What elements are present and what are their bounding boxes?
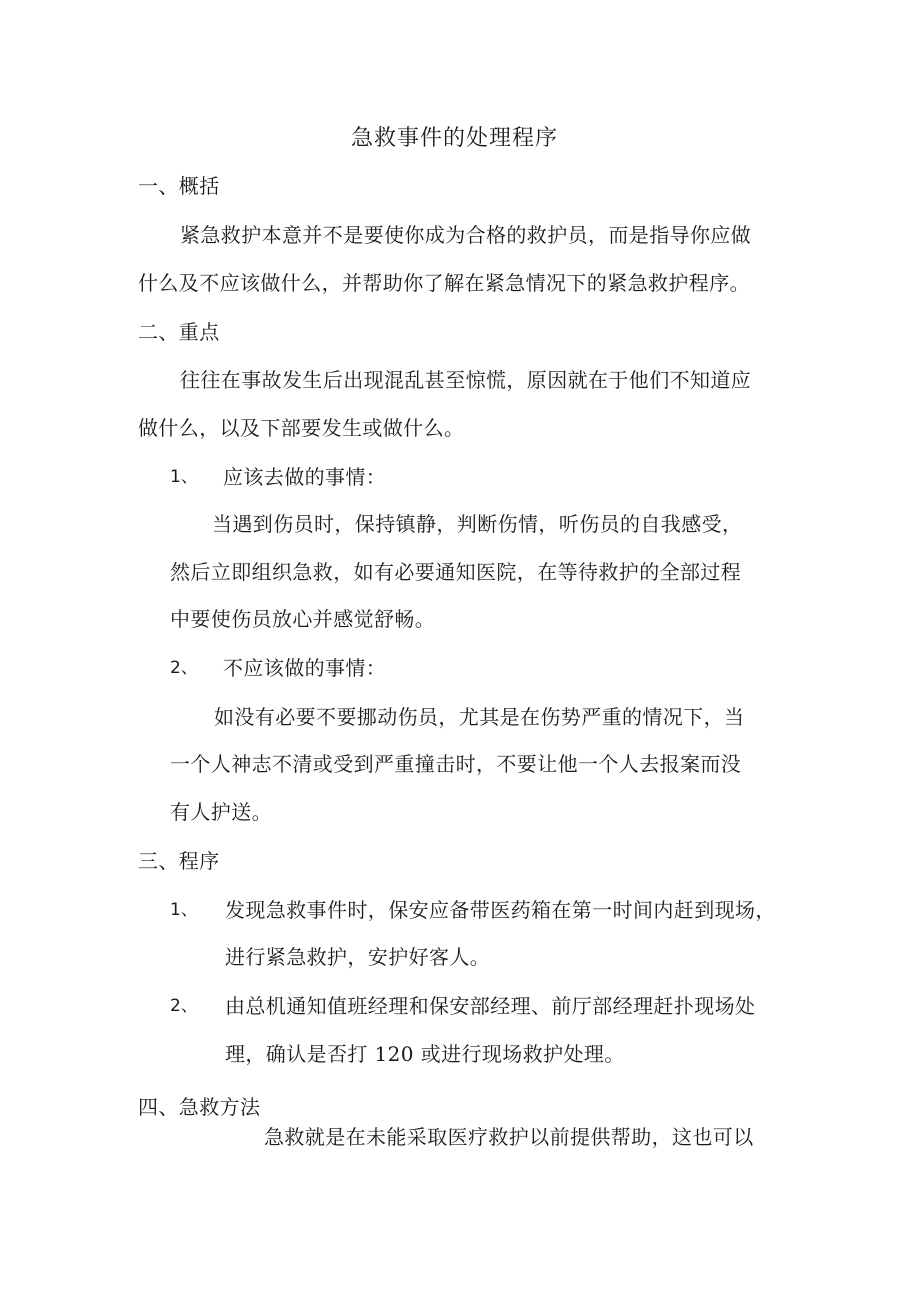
first-aid-line-1: 急救就是在未能采取医疗救护以前提供帮助，这也可以 — [264, 1125, 754, 1149]
should-not-do-line-2: 一个人神志不清或受到严重撞击时，不要让他一个人去报案而没 — [170, 752, 742, 776]
should-do-line-1: 当遇到伤员时，保持镇静，判断伤情，听伤员的自我感受， — [212, 512, 743, 536]
item-label-should-not-do: 不应该做的事情： — [223, 656, 387, 680]
should-not-do-line-1: 如没有必要不要挪动伤员，尤其是在伤势严重的情况下，当 — [214, 705, 745, 729]
item-label-should-do: 应该去做的事情： — [223, 465, 387, 489]
step-number-2: 2、 — [170, 996, 198, 1016]
key-points-paragraph-line-1: 往往在事故发生后出现混乱甚至惊慌，原因就在于他们不知道应 — [180, 368, 752, 392]
should-not-do-line-3: 有人护送。 — [170, 800, 272, 824]
should-do-line-2: 然后立即组织急救，如有必要通知医院，在等待救护的全部过程 — [170, 560, 742, 584]
key-points-paragraph-line-2: 做什么，以及下部要发生或做什么。 — [138, 416, 465, 440]
section-heading-overview: 一、概括 — [138, 174, 220, 198]
section-heading-first-aid: 四、急救方法 — [138, 1095, 261, 1119]
step-number-1: 1、 — [170, 900, 198, 920]
overview-paragraph-line-1: 紧急救护本意并不是要使你成为合格的救护员，而是指导你应做 — [180, 223, 752, 247]
section-heading-procedure: 三、程序 — [138, 849, 220, 873]
section-heading-key-points: 二、重点 — [138, 320, 220, 344]
item-number-2: 2、 — [170, 658, 198, 678]
item-number-1: 1、 — [170, 467, 198, 487]
step-2-line-1: 由总机通知值班经理和保安部经理、前厅部经理赶扑现场处 — [225, 994, 756, 1018]
step-1-line-2: 进行紧急救护，安护好客人。 — [225, 945, 491, 969]
overview-paragraph-line-2: 什么及不应该做什么，并帮助你了解在紧急情况下的紧急救护程序。 — [138, 271, 750, 295]
should-do-line-3: 中要使伤员放心并感觉舒畅。 — [170, 607, 436, 631]
page-title: 急救事件的处理程序 — [351, 126, 559, 151]
step-2-line-2: 理，确认是否打 120 或进行现场救护处理。 — [225, 1042, 625, 1066]
step-1-line-1: 发现急救事件时，保安应备带医药箱在第一时间内赶到现场， — [225, 898, 776, 922]
